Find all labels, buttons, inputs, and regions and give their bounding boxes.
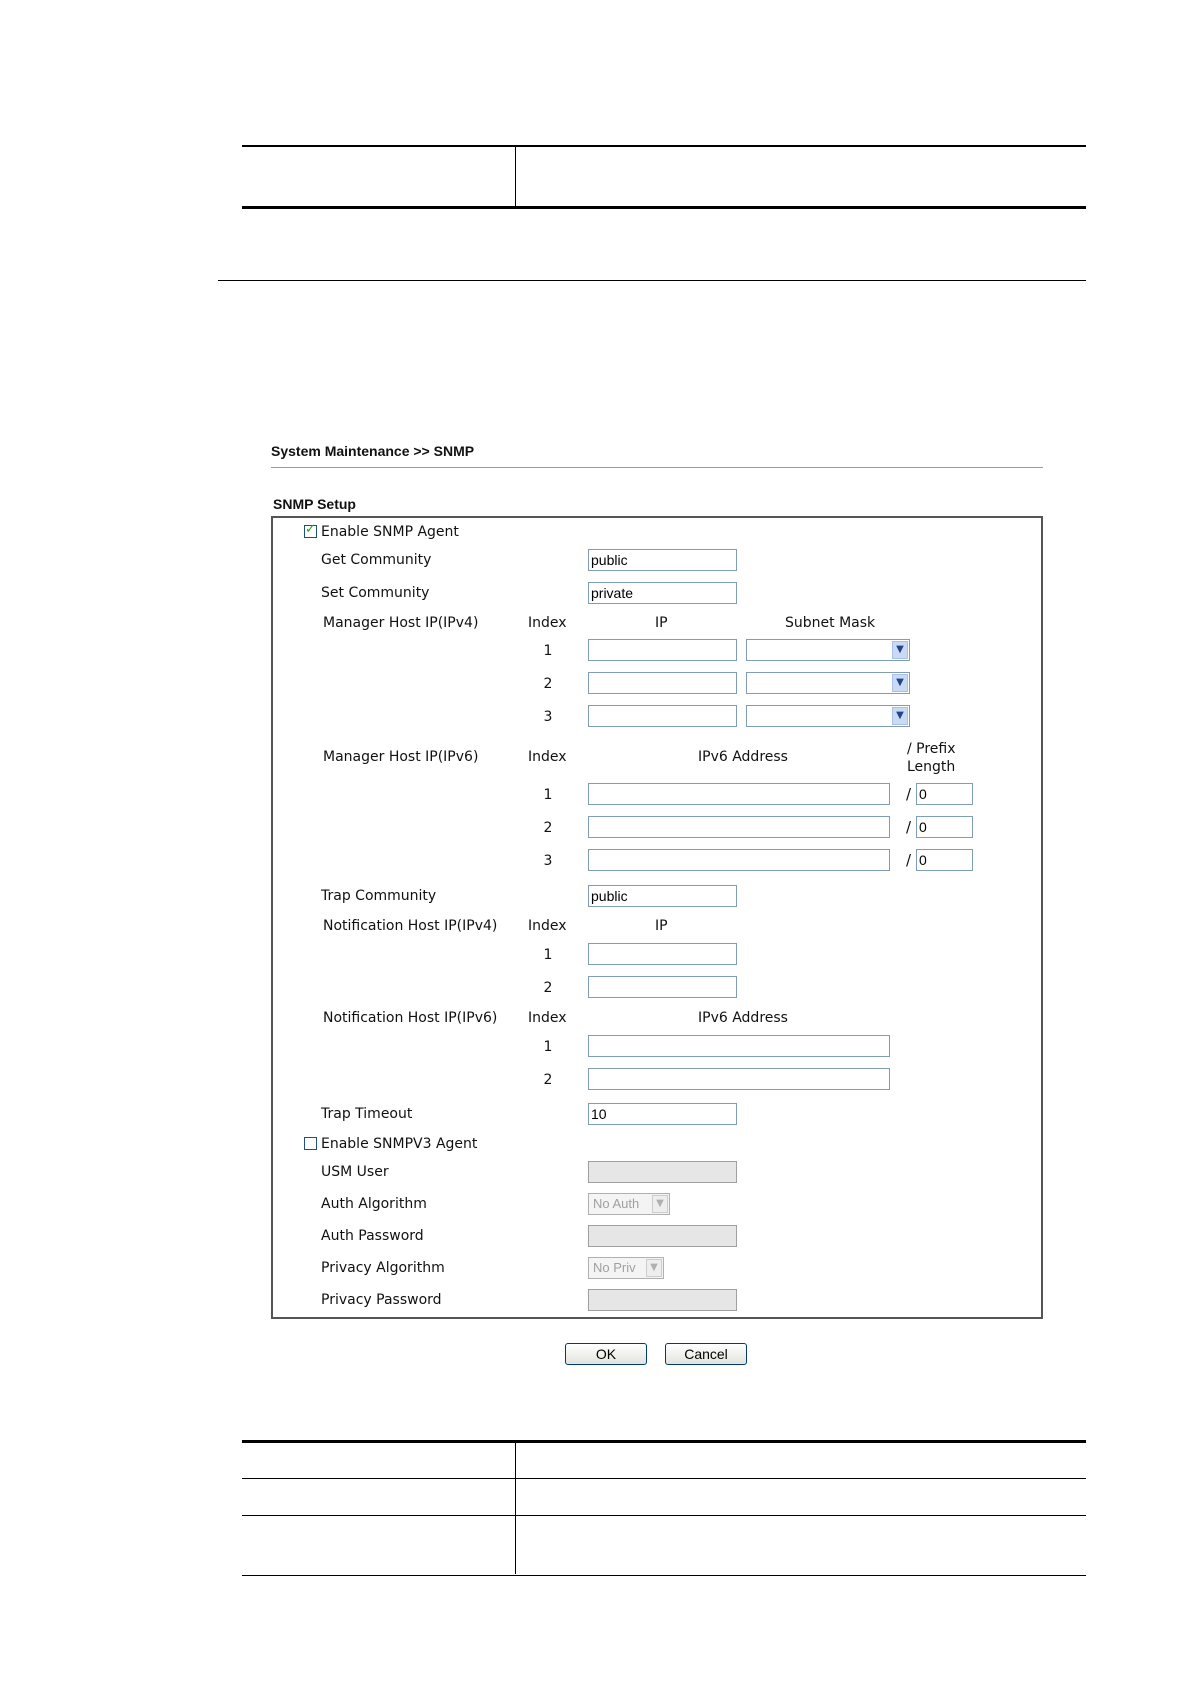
- chevron-down-icon: ▼: [892, 641, 908, 659]
- notify-ipv4-label: Notification Host IP(IPv4): [323, 918, 498, 934]
- manager-ipv4-index: 1: [543, 643, 553, 659]
- manager-ipv4-label: Manager Host IP(IPv4): [323, 615, 479, 631]
- manager-ipv6-address-input[interactable]: [588, 849, 890, 871]
- notify-ipv6-address-input[interactable]: [588, 1035, 890, 1057]
- auth-password-input[interactable]: [588, 1225, 737, 1247]
- prefix-slash: /: [906, 785, 912, 803]
- auth-password-label: Auth Password: [321, 1228, 424, 1244]
- manager-ipv4-ip-header: IP: [655, 615, 668, 631]
- set-community-input[interactable]: [588, 582, 737, 604]
- notify-ipv6-index-header: Index: [528, 1010, 567, 1026]
- privacy-password-input[interactable]: [588, 1289, 737, 1311]
- manager-ipv6-address-header: IPv6 Address: [698, 749, 788, 765]
- manager-ipv4-ip-input[interactable]: [588, 639, 737, 661]
- enable-snmp-agent-label: Enable SNMP Agent: [321, 524, 459, 540]
- chevron-down-icon: ▼: [646, 1259, 662, 1277]
- manager-ipv6-index-header: Index: [528, 749, 567, 765]
- set-community-label: Set Community: [321, 585, 430, 601]
- check-icon: ✓: [305, 522, 316, 537]
- notify-ipv6-index: 1: [543, 1039, 553, 1055]
- ok-button[interactable]: OK: [565, 1343, 647, 1365]
- notify-ipv4-ip-header: IP: [655, 918, 668, 934]
- section-separator: [218, 280, 1086, 281]
- get-community-input[interactable]: [588, 549, 737, 571]
- enable-snmpv3-agent-checkbox[interactable]: [304, 1137, 317, 1150]
- chevron-down-icon: ▼: [892, 674, 908, 692]
- manager-ipv6-index: 1: [543, 787, 553, 803]
- trap-community-label: Trap Community: [321, 888, 437, 904]
- manager-ipv4-index: 2: [543, 676, 553, 692]
- notify-ipv4-ip-input[interactable]: [588, 943, 737, 965]
- manager-ipv4-mask-select[interactable]: [746, 705, 910, 727]
- page-breadcrumb: System Maintenance >> SNMP: [271, 443, 475, 459]
- privacy-algorithm-select[interactable]: [588, 1257, 664, 1279]
- manager-ipv6-prefix-input[interactable]: [916, 849, 973, 871]
- doc-table-2-row-rule: [242, 1515, 1086, 1516]
- manager-ipv4-index: 3: [543, 709, 553, 725]
- prefix-slash: /: [906, 818, 912, 836]
- get-community-label: Get Community: [321, 552, 432, 568]
- usm-user-input[interactable]: [588, 1161, 737, 1183]
- manager-ipv4-mask-select[interactable]: [746, 672, 910, 694]
- notify-ipv4-index: 2: [543, 980, 553, 996]
- enable-snmpv3-agent-label: Enable SNMPV3 Agent: [321, 1136, 478, 1152]
- manager-ipv4-ip-input[interactable]: [588, 672, 737, 694]
- manager-ipv6-prefix-input[interactable]: [916, 816, 973, 838]
- manager-ipv4-mask-header: Subnet Mask: [785, 615, 876, 631]
- manager-ipv4-index-header: Index: [528, 615, 567, 631]
- privacy-algorithm-value: No Priv: [593, 1260, 636, 1275]
- manager-ipv6-address-input[interactable]: [588, 783, 890, 805]
- doc-table-bottom-rule: [242, 206, 1086, 209]
- doc-table-2-top-rule: [242, 1440, 1086, 1443]
- notify-ipv6-label: Notification Host IP(IPv6): [323, 1010, 498, 1026]
- doc-table-top-rule: [242, 145, 1086, 147]
- manager-ipv4-ip-input[interactable]: [588, 705, 737, 727]
- privacy-password-label: Privacy Password: [321, 1292, 442, 1308]
- manager-ipv6-address-input[interactable]: [588, 816, 890, 838]
- trap-timeout-input[interactable]: [588, 1103, 737, 1125]
- chevron-down-icon: ▼: [652, 1195, 668, 1213]
- cancel-button[interactable]: Cancel: [665, 1343, 747, 1365]
- notify-ipv4-index: 1: [543, 947, 553, 963]
- manager-ipv6-index: 3: [543, 853, 553, 869]
- notify-ipv4-index-header: Index: [528, 918, 567, 934]
- doc-table-2-row-rule: [242, 1478, 1086, 1479]
- chevron-down-icon: ▼: [892, 707, 908, 725]
- breadcrumb-underline: [271, 467, 1043, 468]
- auth-algorithm-select[interactable]: [588, 1193, 670, 1215]
- doc-table-2-bottom-rule: [242, 1575, 1086, 1576]
- privacy-algorithm-label: Privacy Algorithm: [321, 1260, 445, 1276]
- manager-ipv6-label: Manager Host IP(IPv6): [323, 749, 479, 765]
- auth-algorithm-label: Auth Algorithm: [321, 1196, 427, 1212]
- auth-algorithm-value: No Auth: [593, 1196, 640, 1211]
- trap-community-input[interactable]: [588, 885, 737, 907]
- manager-ipv6-prefix-input[interactable]: [916, 783, 973, 805]
- prefix-slash: /: [906, 851, 912, 869]
- notify-ipv6-address-input[interactable]: [588, 1068, 890, 1090]
- manager-ipv6-index: 2: [543, 820, 553, 836]
- trap-timeout-label: Trap Timeout: [321, 1106, 413, 1122]
- notify-ipv6-address-header: IPv6 Address: [698, 1010, 788, 1026]
- notify-ipv6-index: 2: [543, 1072, 553, 1088]
- section-title: SNMP Setup: [273, 496, 356, 512]
- manager-ipv6-prefix-header-2: Length: [907, 759, 956, 775]
- doc-table-divider: [515, 146, 516, 206]
- enable-snmp-agent-checkbox[interactable]: [304, 522, 317, 538]
- doc-table-2-divider: [515, 1442, 516, 1574]
- manager-ipv4-mask-select[interactable]: [746, 639, 910, 661]
- manager-ipv6-prefix-header: / Prefix: [907, 741, 956, 757]
- usm-user-label: USM User: [321, 1164, 389, 1180]
- notify-ipv4-ip-input[interactable]: [588, 976, 737, 998]
